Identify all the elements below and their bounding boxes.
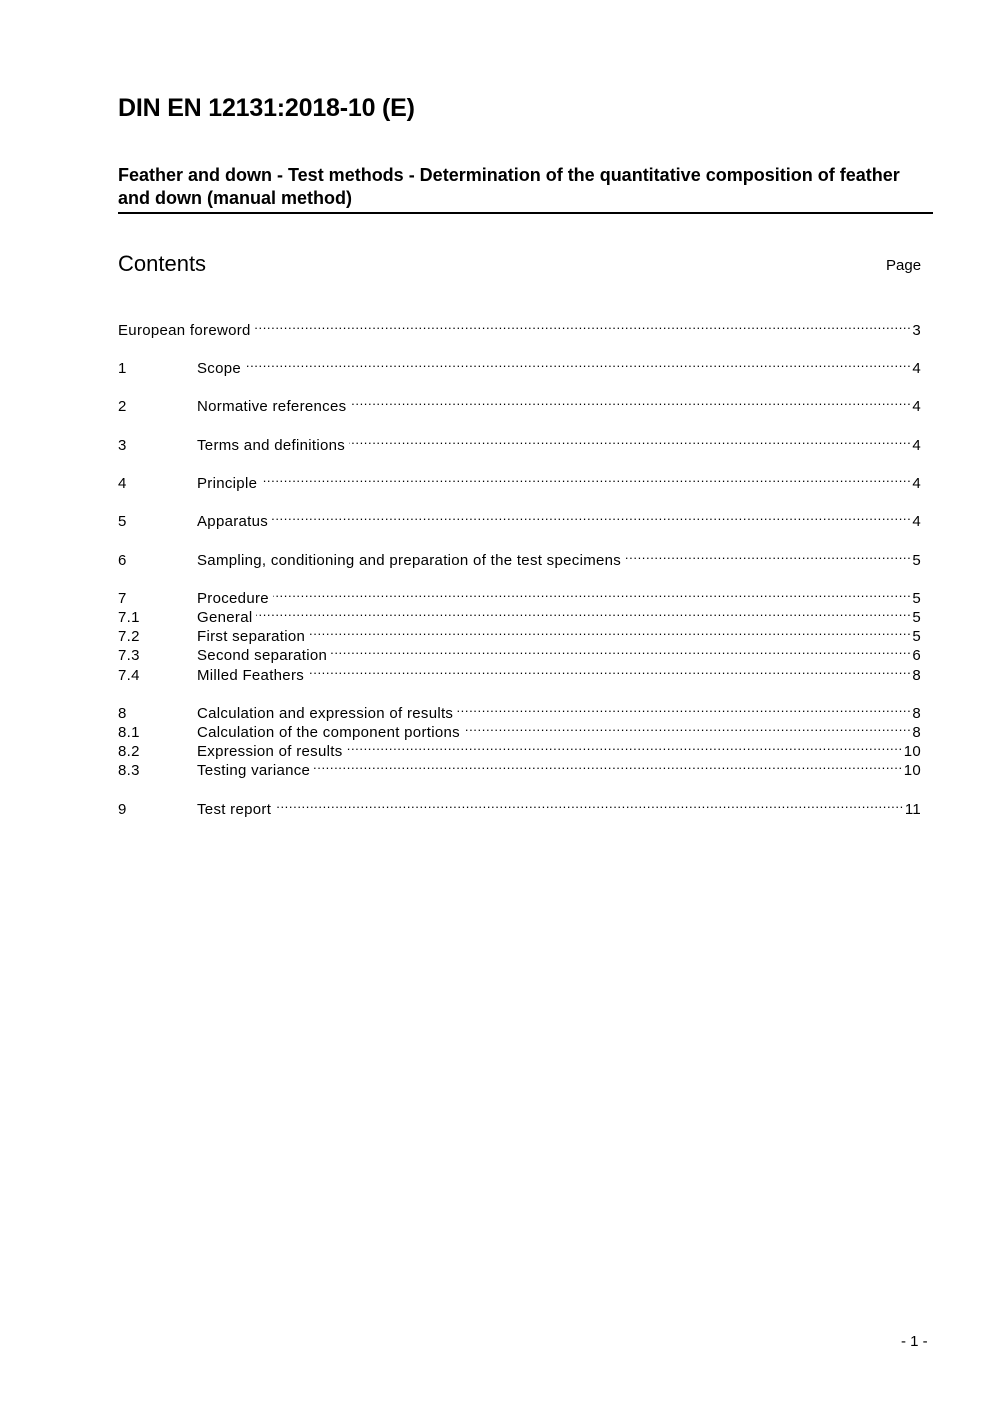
toc-entry-title: General [197, 609, 253, 626]
toc-entry-title: Scope [197, 360, 242, 377]
toc-entry-number: 3 [118, 437, 127, 454]
toc-entry-8-1[interactable] [118, 717, 921, 741]
toc-entry-9[interactable] [118, 794, 921, 818]
toc-leader-dots [349, 430, 911, 450]
toc-entry-title: Terms and definitions [197, 437, 346, 454]
toc-entry-number: 4 [118, 475, 127, 492]
toc-entry-number: 9 [118, 801, 127, 818]
toc-entry-number: 6 [118, 552, 127, 569]
toc-entry-page: 11 [904, 801, 921, 818]
toc-entry-number: 7.4 [118, 667, 140, 684]
toc-entry-page: 5 [912, 628, 921, 645]
toc-entry-page: 5 [912, 590, 921, 607]
document-number: DIN EN 12131:2018-10 (E) [118, 94, 415, 122]
toc-leader-dots [275, 794, 904, 814]
toc-entry-4[interactable] [118, 468, 921, 492]
toc-entry-number: 7.2 [118, 628, 140, 645]
toc-entry-8[interactable] [118, 698, 921, 722]
toc-entry-title: Normative references [197, 398, 347, 415]
toc-entry-page: 5 [912, 552, 921, 569]
toc-entry-8-3[interactable] [118, 755, 921, 779]
toc-entry-number: 7.1 [118, 609, 140, 626]
toc-leader-dots [314, 755, 903, 775]
toc-entry-number: 8.1 [118, 724, 140, 741]
toc-entry-foreword[interactable] [118, 315, 921, 339]
toc-entry-number: 7 [118, 590, 127, 607]
toc-entry-title: Sampling, conditioning and preparation of the test specimens [197, 552, 622, 569]
toc-entry-title: Expression of results [197, 743, 343, 760]
toc-leader-dots [350, 391, 911, 411]
toc-entry-title: Milled Feathers [197, 667, 305, 684]
toc-entry-number: 8.3 [118, 762, 140, 779]
toc-leader-dots [245, 353, 911, 373]
toc-entry-5[interactable] [118, 506, 921, 530]
toc-entry-page: 4 [912, 513, 921, 530]
toc-leader-dots [625, 545, 911, 565]
toc-entry-title: Calculation of the component portions [197, 724, 460, 741]
document-title: Feather and down - Test methods - Determination of the quantitative composition of feather and down (manual method) [118, 164, 933, 214]
toc-leader-dots [256, 602, 911, 622]
toc-entry-7[interactable] [118, 583, 921, 607]
toc-entry-1[interactable] [118, 353, 921, 377]
toc-entry-page: 5 [912, 609, 921, 626]
toc-entry-page: 4 [912, 360, 921, 377]
toc-leader-dots [255, 315, 912, 335]
toc-entry-page: 4 [912, 475, 921, 492]
toc-entry-page: 10 [903, 762, 921, 779]
toc-entry-page: 4 [912, 437, 921, 454]
toc-leader-dots [457, 698, 911, 718]
toc-entry-title: Second separation [197, 647, 328, 664]
toc-entry-title: Apparatus [197, 513, 269, 530]
toc-entry-title: Test report [197, 801, 272, 818]
toc-entry-title: Procedure [197, 590, 269, 607]
page-number: - 1 - [901, 1333, 928, 1350]
toc-entry-number: 8 [118, 705, 127, 722]
toc-entry-number: 2 [118, 398, 127, 415]
toc-entry-page: 8 [912, 667, 921, 684]
toc-entry-number: 7.3 [118, 647, 140, 664]
toc-leader-dots [347, 736, 903, 756]
page-column-label: Page [886, 257, 922, 274]
toc-entry-6[interactable] [118, 545, 921, 569]
toc-entry-title: European foreword [118, 322, 251, 339]
toc-entry-page: 8 [912, 724, 921, 741]
toc-leader-dots [331, 640, 911, 660]
toc-leader-dots [464, 717, 911, 737]
toc-entry-number: 8.2 [118, 743, 140, 760]
toc-entry-title: First separation [197, 628, 306, 645]
toc-entry-page: 4 [912, 398, 921, 415]
toc-leader-dots [309, 621, 911, 641]
toc-entry-7-3[interactable] [118, 640, 921, 664]
toc-entry-number: 5 [118, 513, 127, 530]
toc-entry-2[interactable] [118, 391, 921, 415]
toc-entry-3[interactable] [118, 430, 921, 454]
contents-heading: Contents [118, 251, 207, 276]
toc-leader-dots [308, 660, 911, 680]
toc-entry-7-4[interactable] [118, 660, 921, 684]
toc-entry-7-2[interactable] [118, 621, 921, 645]
toc-entry-page: 3 [912, 322, 921, 339]
toc-entry-title: Principle [197, 475, 258, 492]
toc-entry-7-1[interactable] [118, 602, 921, 626]
toc-leader-dots [273, 583, 911, 603]
toc-entry-page: 10 [903, 743, 921, 760]
toc-entry-title: Calculation and expression of results [197, 705, 454, 722]
toc-entry-page: 6 [912, 647, 921, 664]
toc-entry-8-2[interactable] [118, 736, 921, 760]
toc-entry-page: 8 [912, 705, 921, 722]
toc-leader-dots [261, 468, 911, 488]
toc-entry-number: 1 [118, 360, 127, 377]
toc-leader-dots [272, 506, 911, 526]
toc-entry-title: Testing variance [197, 762, 311, 779]
